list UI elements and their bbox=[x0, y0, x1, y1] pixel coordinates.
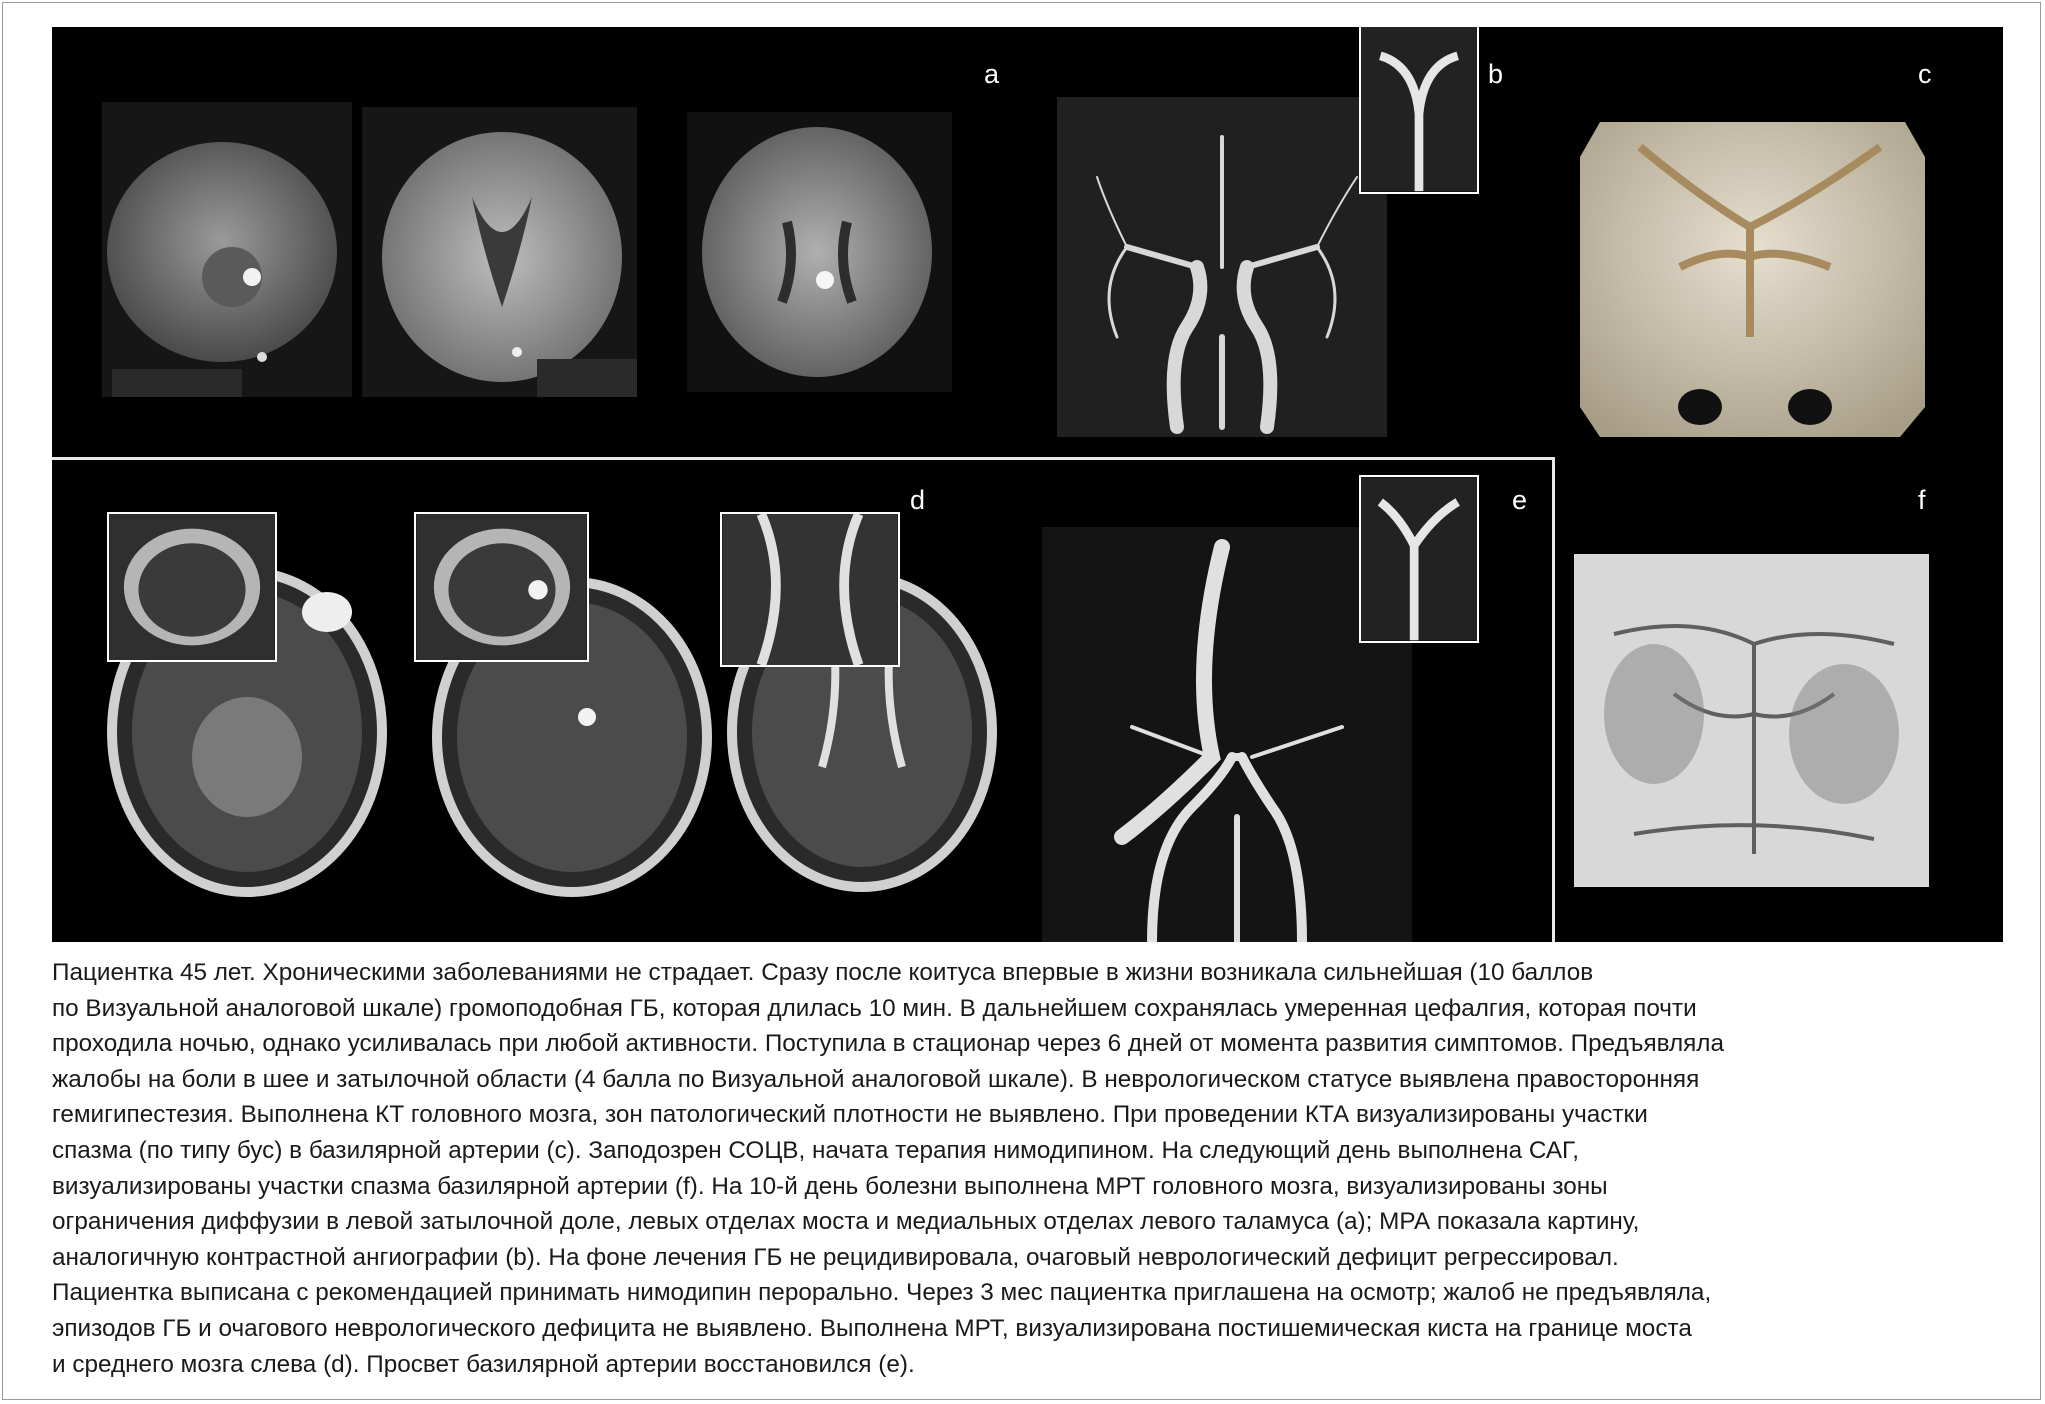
mra-angiogram-e bbox=[1042, 527, 1412, 942]
t2-inset-3 bbox=[720, 512, 900, 667]
dwi-slice-2 bbox=[362, 107, 637, 397]
mra-inset-b bbox=[1359, 27, 1479, 194]
panel-letter-c: c bbox=[1918, 59, 1932, 89]
caption-line: жалобы на боли в шее и затылочной области (4 балла по Визуальной аналоговой шкале). В неврологическом статусе выявлена правосторонняя bbox=[52, 1065, 1700, 1093]
caption-line: и среднего мозга слева (d). Просвет базилярной артерии восстановился (e). bbox=[52, 1350, 915, 1378]
caption-line: аналогичную контрастной ангиографии (b). На фоне лечения ГБ не рецидивировала, очаговый неврологический дефицит регрессировал. bbox=[52, 1243, 1619, 1271]
panel-letter-e: e bbox=[1512, 485, 1528, 515]
caption-line: Пациентка 45 лет. Хроническими заболеваниями не страдает. Сразу после коитуса впервые в жизни возникала сильнейшая (10 баллов bbox=[52, 959, 1594, 986]
panel-letter-b: b bbox=[1488, 59, 1504, 89]
figure-caption bbox=[52, 955, 2012, 1382]
dwi-slice-3 bbox=[687, 112, 952, 392]
mra-angiogram-b bbox=[1057, 97, 1387, 437]
dwi-slice-1 bbox=[82, 102, 352, 397]
caption-line: ограничения диффузии в левой затылочной доле, левых отделах моста и медиальных отделах левого таламуса (a); МРА показала картину, bbox=[52, 1208, 1640, 1236]
figure-panel-area bbox=[52, 27, 2003, 942]
caption-line: Пациентка выписана с рекомендацией принимать нимодипин перорально. Через 3 мес пациентка приглашена на осмотр; жалоб не предъявляла, bbox=[52, 1279, 1712, 1307]
dsa-angiogram-f bbox=[1574, 554, 1929, 887]
caption-line: по Визуальной аналоговой шкале) громоподобная ГБ, которая длилась 10 мин. В дальнейшем сохранялась умеренная цефалгия, которая почти bbox=[52, 994, 1697, 1022]
panel-f-divider bbox=[1552, 457, 1555, 942]
panel-letter-f: f bbox=[1918, 485, 1926, 515]
mra-inset-e bbox=[1359, 475, 1479, 643]
caption-line: визуализированы участки спазма базилярной артерии (f). На 10-й день болезни выполнена МРТ головного мозга, визуализированы зоны bbox=[52, 1172, 1608, 1200]
caption-line: эпизодов ГБ и очагового неврологического дефицита не выявлено. Выполнена МРТ, визуализирована постишемическая киста на границе моста bbox=[52, 1314, 1692, 1342]
panel-letter-d: d bbox=[910, 485, 926, 515]
caption-line: проходила ночью, однако усиливалась при любой активности. Поступила в стационар через 6 дней от момента развития симптомов. Предъявляла bbox=[52, 1030, 1724, 1058]
cta-3d-reconstruction-c bbox=[1580, 107, 1925, 437]
caption-line: спазма (по типу бус) в базилярной артерии (c). Заподозрен СОЦВ, начата терапия нимодипином. На следующий день выполнена САГ, bbox=[52, 1136, 1579, 1164]
panel-letter-a: a bbox=[984, 59, 1000, 89]
row-divider bbox=[52, 457, 1555, 460]
caption-line: гемигипестезия. Выполнена КТ головного мозга, зон патологический плотности не выявлено. При проведении КТА визуализированы участки bbox=[52, 1101, 1648, 1129]
t2-inset-1 bbox=[107, 512, 277, 662]
t2-inset-2 bbox=[414, 512, 589, 662]
